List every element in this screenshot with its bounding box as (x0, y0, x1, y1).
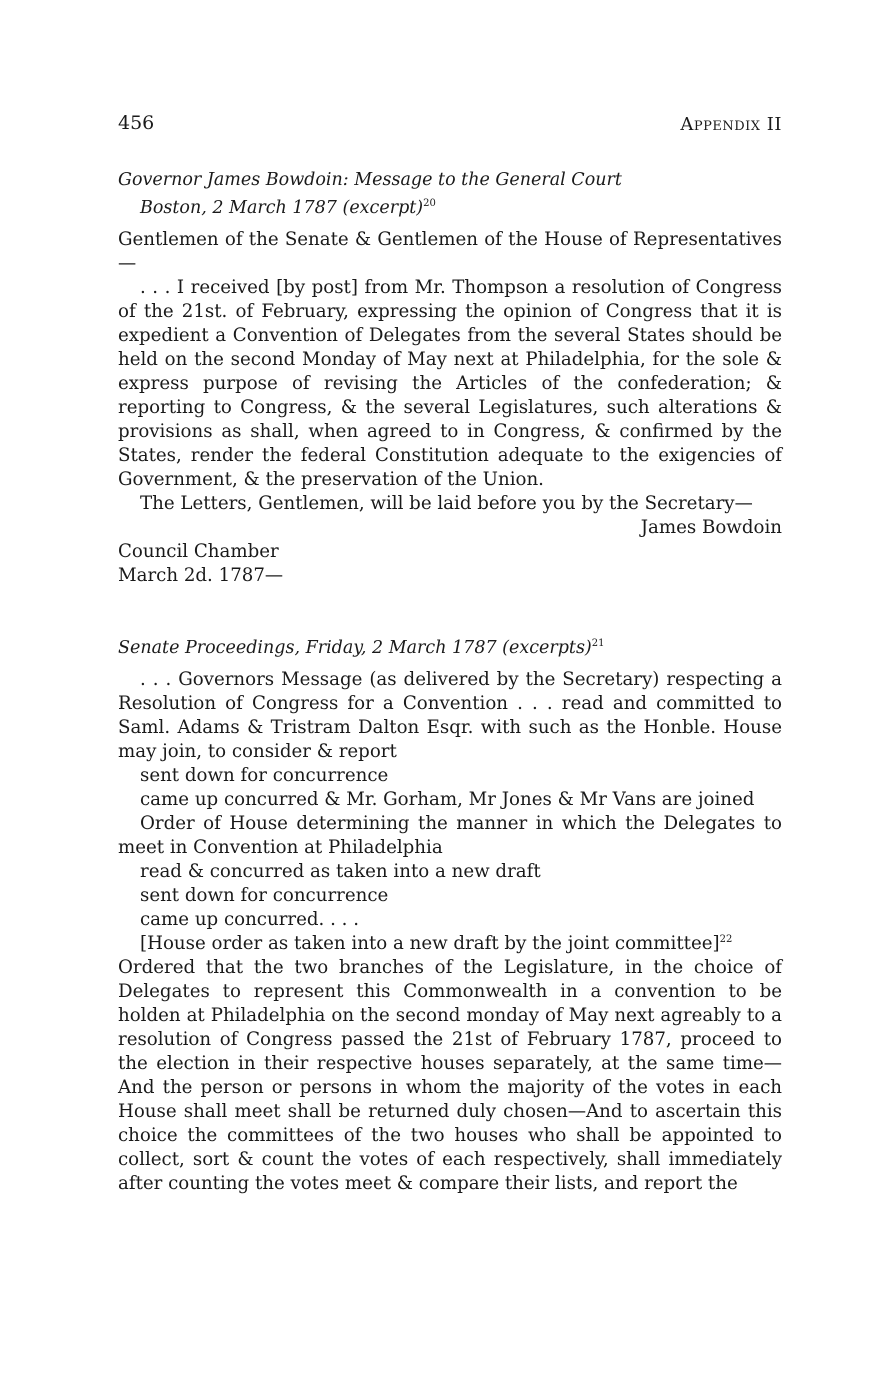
senate-sent1: sent down for concurrence (140, 765, 389, 786)
footnote-ref-20: 20 (423, 198, 436, 209)
senate-came1: came up concurred & Mr. Gorham, Mr Jones & Mr Vans are joined (140, 789, 755, 810)
senate-para1: . . . Governors Message (as delivered by the Secretary) respecting a Resolution of Congress for a Convention . . . read and committed to Saml. Adams & Tristram Dalton Esqr. with such as the Honble. House may join, to consider & report (118, 669, 782, 762)
bowdoin-heading-line1: Governor James Bowdoin: Message to the General Court (118, 170, 622, 190)
senate-heading (118, 632, 782, 660)
senate-sent2: sent down for concurrence (140, 885, 389, 906)
date: March 2d. 1787— (118, 565, 284, 586)
signature: James Bowdoin (640, 517, 782, 538)
house-order-text: Ordered that the two branches of the Legislature, in the choice of Delegates to represent this Commonwealth in a convention to be holden at Philadelphia on the second monday of May next agreably to a resolution of Congress passed the 21st of February 1787, proceed to the election in their respective houses separately, at the same time—And the person or persons in whom the majority of the votes in each House shall meet shall be returned duly chosen—And to ascertain this choice the committees of the two houses who shall be appointed to collect, sort & count the votes of each respectively, shall immediately after counting the votes meet & compare their lists, and report the (118, 957, 782, 1194)
bowdoin-heading-line2 (118, 192, 782, 220)
senate-came2: came up concurred. . . . (140, 909, 359, 930)
house-order-intro-text: [House order as taken into a new draft by the joint committee] (140, 933, 720, 954)
senate-order-house: Order of House determining the manner in which the Delegates to meet in Convention at Philadelphia (118, 813, 782, 858)
house-order-intro (118, 932, 782, 956)
bowdoin-letters: The Letters, Gentlemen, will be laid before you by the Secretary— (140, 493, 753, 514)
footnote-ref-22: 22 (719, 934, 733, 945)
running-head (118, 112, 782, 144)
bowdoin-heading (118, 168, 782, 220)
senate-heading-text: Senate Proceedings, Friday, 2 March 1787 (excerpts) (118, 638, 592, 658)
bowdoin-heading-date: Boston, 2 March 1787 (excerpt) (140, 198, 424, 218)
page-number: 456 (118, 112, 155, 134)
salutation: Gentlemen of the Senate & Gentlemen of the House of Representatives— (118, 229, 782, 274)
document-page (118, 112, 782, 1196)
footnote-ref-21: 21 (591, 638, 605, 649)
bowdoin-body: . . . I received [by post] from Mr. Thompson a resolution of Congress of the 21st. of February, expressing the opinion of Congress that it is expedient a Convention of Delegates from the several States should be held on the second Monday of May next at Philadelphia, for the sole & express purpose of revising the Articles of the confederation; & reporting to Congress, & the several Legislatures, such alterations & provisions as shall, when agreed to in Congress, & confirmed by the States, render the federal Constitution adequate to the exigencies of Government, & the preservation of the Union. (118, 277, 782, 490)
place: Council Chamber (118, 541, 279, 562)
bowdoin-message (118, 228, 782, 588)
senate-read: read & concurred as taken into a new draft (140, 861, 541, 882)
senate-proceedings (118, 668, 782, 1196)
section-title: Appendix II (680, 114, 782, 135)
